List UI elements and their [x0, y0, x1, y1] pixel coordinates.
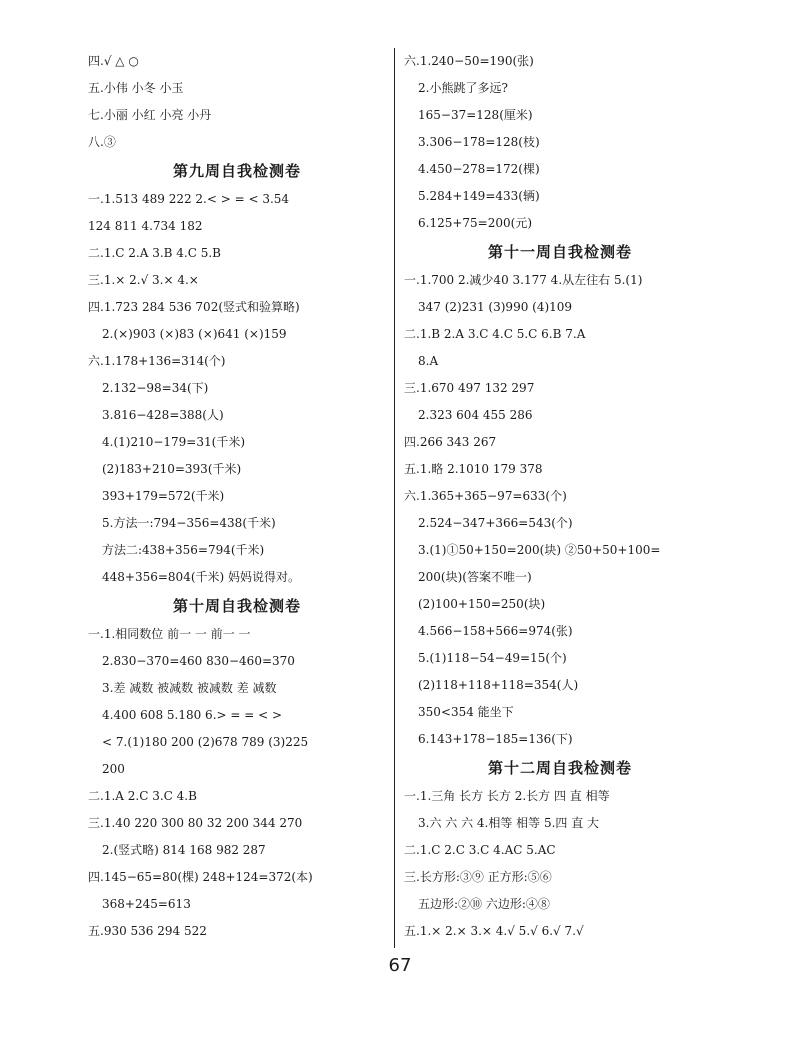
answer-line: 350<354 能坐下	[418, 705, 514, 719]
answer-line: 393+179=572(千米)	[102, 489, 225, 503]
answer-line: 五边形:②⑩ 六边形:④⑧	[418, 897, 550, 911]
answer-line: 一.1.三角 长方 长方 2.长方 四 直 相等	[404, 789, 610, 803]
section-title: 第十周自我检测卷	[172, 597, 301, 615]
answer-line: 165−37=128(厘米)	[418, 108, 533, 122]
answer-line: 368+245=613	[102, 897, 191, 911]
answer-line: 八.③	[88, 135, 116, 149]
answer-line: 2.(×)903 (×)83 (×)641 (×)159	[102, 327, 287, 341]
left-column	[88, 48, 386, 945]
answer-line: 四.266 343 267	[404, 435, 497, 449]
answer-line: 六.1.365+365−97=633(个)	[404, 489, 567, 503]
answer-line: 二.1.C 2.C 3.C 4.AC 5.AC	[404, 843, 556, 857]
answer-line: 3.(1)①50+150=200(块) ②50+50+100=	[418, 543, 661, 557]
answer-line: 4.566−158+566=974(张)	[418, 624, 573, 638]
answer-line: 5.方法一:794−356=438(千米)	[102, 516, 276, 530]
section-title: 第十一周自我检测卷	[487, 243, 632, 261]
answer-line: 200	[102, 762, 125, 776]
answer-line: 四.145−65=80(棵) 248+124=372(本)	[88, 870, 313, 884]
answer-line: 方法二:438+356=794(千米)	[102, 543, 265, 557]
answer-line: 一.1.相同数位 前一 一 前一 一	[88, 627, 251, 641]
answer-line: 2.323 604 455 286	[418, 408, 533, 422]
answer-line: 5.(1)118−54−49=15(个)	[418, 651, 567, 665]
answer-line: 三.1.670 497 132 297	[404, 381, 535, 395]
answer-line: 6.125+75=200(元)	[418, 216, 533, 230]
answer-line: 六.1.240−50=190(张)	[404, 54, 534, 68]
answer-line: 347 (2)231 (3)990 (4)109	[418, 300, 573, 314]
answer-line: 二.1.C 2.A 3.B 4.C 5.B	[88, 246, 221, 260]
answer-line: 448+356=804(千米) 妈妈说得对。	[102, 570, 301, 584]
answer-line: 四.√ △ ○	[88, 54, 139, 68]
answer-line: 二.1.B 2.A 3.C 4.C 5.C 6.B 7.A	[404, 327, 586, 341]
answer-line: 5.284+149=433(辆)	[418, 189, 540, 203]
answer-line: 二.1.A 2.C 3.C 4.B	[88, 789, 197, 803]
answer-line: (2)183+210=393(千米)	[102, 462, 242, 476]
answer-line: 2.524−347+366=543(个)	[418, 516, 573, 530]
answer-line: 2.(竖式略) 814 168 982 287	[102, 843, 266, 857]
answer-line: 3.差 减数 被减数 被减数 差 减数	[102, 681, 277, 695]
answer-line: 三.1.40 220 300 80 32 200 344 270	[88, 816, 303, 830]
page-number: 67	[388, 955, 412, 976]
answer-line: (2)118+118+118=354(人)	[418, 678, 579, 692]
answer-line: 七.小丽 小红 小亮 小丹	[88, 108, 212, 122]
answer-line: 五.1.× 2.× 3.× 4.√ 5.√ 6.√ 7.√	[404, 924, 584, 938]
answer-line: (2)100+150=250(块)	[418, 597, 546, 611]
column-divider	[394, 48, 395, 948]
answer-line: < 7.(1)180 200 (2)678 789 (3)225	[102, 735, 309, 749]
answer-line: 2.小熊跳了多远?	[418, 81, 508, 95]
answer-line: 124 811 4.734 182	[88, 219, 203, 233]
answer-line: 一.1.700 2.减少40 3.177 4.从左往右 5.(1)	[404, 273, 643, 287]
answer-line: 3.六 六 六 4.相等 相等 5.四 直 大	[418, 816, 600, 830]
answer-line: 三.1.× 2.√ 3.× 4.×	[88, 273, 199, 287]
answer-line: 四.1.723 284 536 702(竖式和验算略)	[88, 300, 300, 314]
right-column	[404, 48, 716, 945]
section-title: 第十二周自我检测卷	[487, 759, 632, 777]
answer-line: 三.长方形:③⑨ 正方形:⑤⑥	[404, 870, 552, 884]
answer-line: 3.816−428=388(人)	[102, 408, 224, 422]
answer-line: 六.1.178+136=314(个)	[88, 354, 226, 368]
answer-line: 一.1.513 489 222 2.< > = < 3.54	[88, 192, 290, 206]
answer-line: 4.(1)210−179=31(千米)	[102, 435, 245, 449]
answer-line: 200(块)(答案不唯一)	[418, 570, 532, 584]
answer-line: 五.930 536 294 522	[88, 924, 207, 938]
section-title: 第九周自我检测卷	[172, 162, 301, 180]
answer-line: 五.1.略 2.1010 179 378	[404, 462, 543, 476]
answer-line: 2.830−370=460 830−460=370	[102, 654, 295, 668]
answer-line: 3.306−178=128(枝)	[418, 135, 540, 149]
answer-line: 8.A	[418, 354, 439, 368]
answer-line: 4.450−278=172(棵)	[418, 162, 540, 176]
answer-line: 6.143+178−185=136(下)	[418, 732, 573, 746]
answer-line: 4.400 608 5.180 6.> = = < >	[102, 708, 283, 722]
answer-line: 五.小伟 小冬 小玉	[88, 81, 184, 95]
answer-line: 2.132−98=34(下)	[102, 381, 209, 395]
